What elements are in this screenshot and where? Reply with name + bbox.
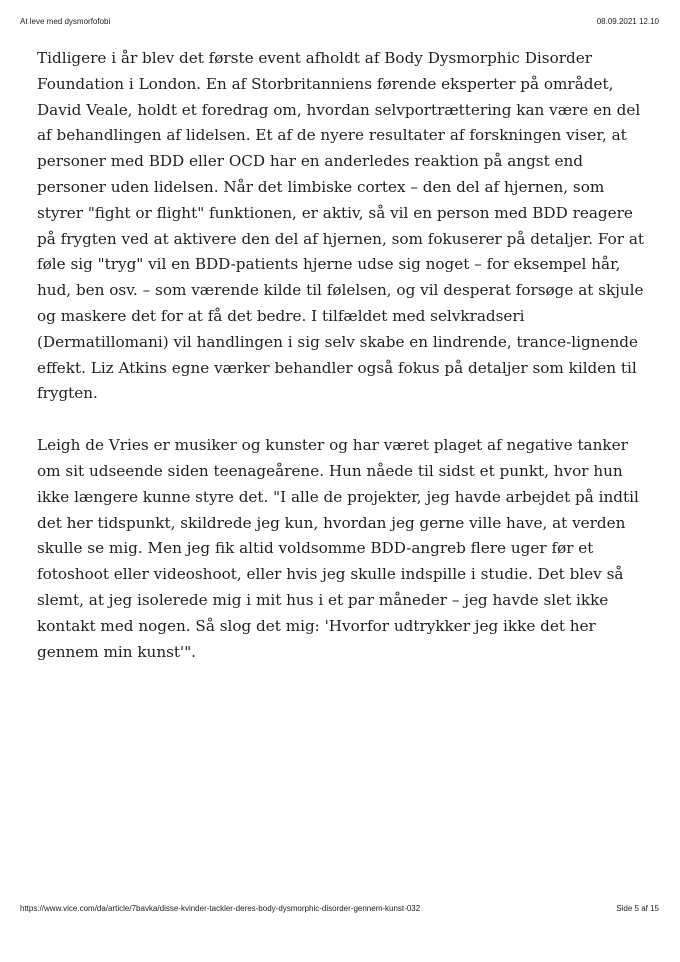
print-footer: [20, 904, 659, 916]
source-url: https://www.vice.com/da/article/7bavka/disse-kvinder-tackler-deres-body-dysmorphic-disorder-gennem-kunst-032: [20, 904, 421, 913]
article-paragraph: Tidligere i år blev det første event afholdt af Body Dysmorphic Disorder Foundation i London. En af Storbritanniens førende eksperter på området, David Veale, holdt et foredrag om, hvordan selvportrættering kan være en del af behandlingen af lidelsen. Et af de nyere resultater af forskningen viser, at personer med BDD eller OCD har en anderledes reaktion på angst end personer uden lidelsen. Når det limbiske cortex – den del af hjernen, som styrer "fight or flight" funktionen, er aktiv, så vil en person med BDD reagere på frygten ved at aktivere den del af hjernen, som fokuserer på detaljer. For at føle sig "tryg" vil en BDD-patients hjerne udse sig noget – for eksempel hår, hud, ben osv. – som værende kilde til følelsen, og vil desperat forsøge at skjule og maskere det for at få det bedre. I tilfældet med selvkradseri (Dermatillomani) vil handlingen i sig selv skabe en lindrende, trance-lignende effekt. Liz Atkins egne værker behandler også fokus på detaljer som kilden til frygten.: [37, 49, 645, 403]
article-paragraph: Leigh de Vries er musiker og kunster og har været plaget af negative tanker om sit udseende siden teenageårene. Hun nåede til sidst et punkt, hvor hun ikke længere kunne styre det. "I alle de projekter, jeg havde arbejdet på indtil det her tidspunkt, skildrede jeg kun, hvordan jeg gerne ville have, at verden skulle se mig. Men jeg fik altid voldsomme BDD-angreb flere uger før et fotoshoot eller videoshoot, eller hvis jeg skulle indspille i studie. Det blev så slemt, at jeg isolerede mig i mit hus i et par måneder – jeg havde slet ikke kontakt med nogen. Så slog det mig: 'Hvorfor udtrykker jeg ikke det her gennem min kunst'".: [37, 436, 639, 661]
print-header: [20, 17, 659, 29]
document-title: At leve med dysmorfofobi: [20, 17, 111, 26]
article-body: [37, 46, 647, 665]
page-number: Side 5 af 15: [616, 904, 659, 913]
print-datetime: 08.09.2021 12.10: [596, 17, 659, 26]
